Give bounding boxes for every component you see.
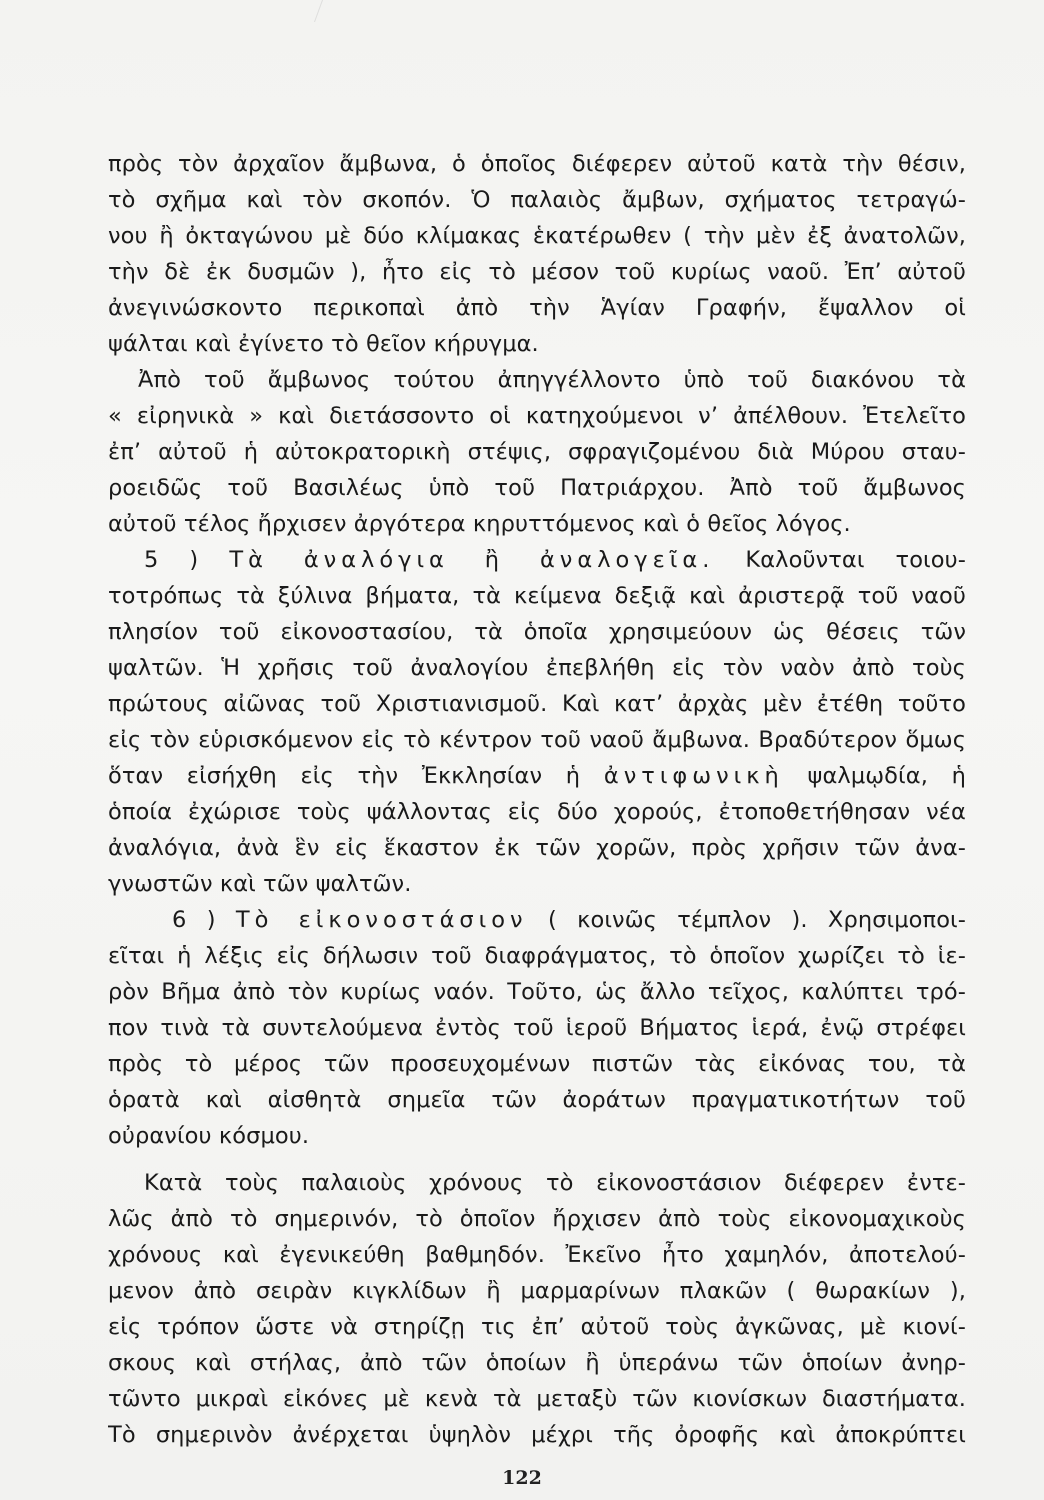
para5-heading-line [108,542,966,578]
para6-term: Τὸ εἰκονοστάσιον [235,907,528,933]
text-line: σκους καὶ στήλας, ἀπὸ τῶν ὁποίων ἢ ὑπεράνω τῶν ὁποίων ἀνηρ- [108,1350,966,1376]
text-line: τοτρόπως τὰ ξύλινα βήματα, τὰ κείμενα δεξιᾷ καὶ ἀριστερᾷ τοῦ ναοῦ [108,583,966,609]
text-line: εῖται ἡ λέξις εἰς δήλωσιν τοῦ διαφράγματος, τὸ ὁποῖον χωρίζει τὸ ἱε- [108,943,966,969]
para5-number: 5 ) [144,547,199,573]
text-line: ψαλτῶν. Ἡ χρῆσις τοῦ ἀναλογίου ἐπεβλήθη εἰς τὸν ναὸν ἀπὸ τοὺς [108,655,966,681]
text-line: πλησίον τοῦ εἰκονοστασίου, τὰ ὁποῖα χρησιμεύουν ὡς θέσεις τῶν [108,619,966,645]
text-line: εἰς τρόπον ὥστε νὰ στηρίζῃ τις ἐπ’ αὐτοῦ τοὺς ἀγκῶνας, μὲ κιονί- [108,1314,966,1340]
para6-heading-line [108,902,966,938]
antiphonal-pre: ὅταν εἰσήχθη εἰς τὴν Ἐκκλησίαν ἡ [108,763,581,789]
text-line: πον τινὰ τὰ συντελούμενα ἐντὸς τοῦ ἱεροῦ Βήματος ἱερά, ἐνῷ στρέφει [108,1015,966,1041]
text-line: ὁποία ἐχώρισε τοὺς ψάλλοντας εἰς δύο χορούς, ἐτοποθετήθησαν νέα [108,799,966,825]
para5-term: Τὰ ἀναλόγια ἢ ἀναλογεῖα. [229,547,715,573]
text-line: εἰς τὸν εὑρισκόμενον εἰς τὸ κέντρον τοῦ ναοῦ ἄμβωνα. Βραδύτερον ὅμως [108,727,966,753]
text-line: ἀνεγινώσκοντο περικοπαὶ ἀπὸ τὴν Ἁγίαν Γραφήν, ἔψαλλον οἱ [108,295,966,321]
text-line: ἀναλόγια, ἀνὰ ἓν εἰς ἕκαστον ἐκ τῶν χορῶν, πρὸς χρῆσιν τῶν ἀνα- [108,835,966,861]
para6-number: 6 ) [172,907,216,933]
para6-first-rest: ( κοινῶς τέμπλον ). Χρησιμοποι- [547,907,966,933]
text-line: Κατὰ τοὺς παλαιοὺς χρόνους τὸ εἰκονοστάσιον διέφερεν ἐντε- [144,1170,966,1196]
text-line: « εἰρηνικὰ » καὶ διετάσσοντο οἱ κατηχούμενοι ν’ ἀπέλθουν. Ἐτελεῖτο [108,403,966,429]
text-line: αὐτοῦ τέλος ἤρχισεν ἀργότερα κηρυττόμενος καὶ ὁ θεῖος λόγος. [108,511,851,537]
text-line: μενον ἀπὸ σειρὰν κιγκλίδων ἢ μαρμαρίνων πλακῶν ( θωρακίων ), [108,1278,966,1304]
text-line: ψάλται καὶ ἐγίνετο τὸ θεῖον κήρυγμα. [108,331,539,357]
antiphonal-word: ἀντιφωνικὴ [603,763,784,789]
text-line: τὸ σχῆμα καὶ τὸν σκοπόν. Ὁ παλαιὸς ἄμβων, σχήματος τετραγώ- [108,187,966,213]
text-line: λῶς ἀπὸ τὸ σημερινόν, τὸ ὁποῖον ἤρχισεν ἀπὸ τοὺς εἰκονομαχικοὺς [108,1206,966,1232]
body-text [108,146,966,1453]
text-line: ὁρατὰ καὶ αἰσθητὰ σημεῖα τῶν ἀοράτων πραγματικοτήτων τοῦ [108,1087,966,1113]
text-line: ἐπ’ αὐτοῦ ἡ αὐτοκρατορικὴ στέψις, σφραγιζομένου διὰ Μύρου σταυ- [108,439,966,465]
antiphonal-post: ψαλμῳδία, ἡ [807,763,966,789]
text-line: χρόνους καὶ ἐγενικεύθη βαθμηδόν. Ἐκεῖνο ἦτο χαμηλόν, ἀποτελού- [108,1242,966,1268]
text-line: Τὸ σημερινὸν ἀνέρχεται ὑψηλὸν μέχρι τῆς ὀροφῆς καὶ ἀποκρύπτει [108,1422,966,1448]
text-line: πρὸς τὸν ἀρχαῖον ἄμβωνα, ὁ ὁποῖος διέφερεν αὐτοῦ κατὰ τὴν θέσιν, [108,151,966,177]
scan-artifact [314,0,363,22]
para5-first-rest: Καλοῦνται τοιου- [745,547,966,573]
text-line: τῶντο μικραὶ εἰκόνες μὲ κενὰ τὰ μεταξὺ τῶν κιονίσκων διαστήματα. [108,1386,966,1412]
text-line: πρώτους αἰῶνας τοῦ Χριστιανισμοῦ. Καὶ κατ’ ἀρχὰς μὲν ἐτέθη τοῦτο [108,691,966,717]
text-line: Ἀπὸ τοῦ ἄμβωνος τούτου ἀπηγγέλλοντο ὑπὸ τοῦ διακόνου τὰ [138,367,966,393]
text-line: νου ἢ ὀκταγώνου μὲ δύο κλίμακας ἑκατέρωθεν ( τὴν μὲν ἐξ ἀνατολῶν, [108,223,966,249]
antiphonal-line [108,758,966,794]
text-line: οὐρανίου κόσμου. [108,1123,310,1149]
text-line: γνωστῶν καὶ τῶν ψαλτῶν. [108,871,412,897]
text-line: ροειδῶς τοῦ Βασιλέως ὑπὸ τοῦ Πατριάρχου. Ἀπὸ τοῦ ἄμβωνος [108,475,966,501]
page-number: 122 [502,1467,542,1489]
text-line: τὴν δὲ ἐκ δυσμῶν ), ἦτο εἰς τὸ μέσον τοῦ κυρίως ναοῦ. Ἐπ’ αὐτοῦ [108,259,966,285]
text-line: πρὸς τὸ μέρος τῶν προσευχομένων πιστῶν τὰς εἰκόνας του, τὰ [108,1051,966,1077]
text-line: ρὸν Βῆμα ἀπὸ τὸν κυρίως ναόν. Τοῦτο, ὡς ἄλλο τεῖχος, καλύπτει τρό- [108,979,966,1005]
